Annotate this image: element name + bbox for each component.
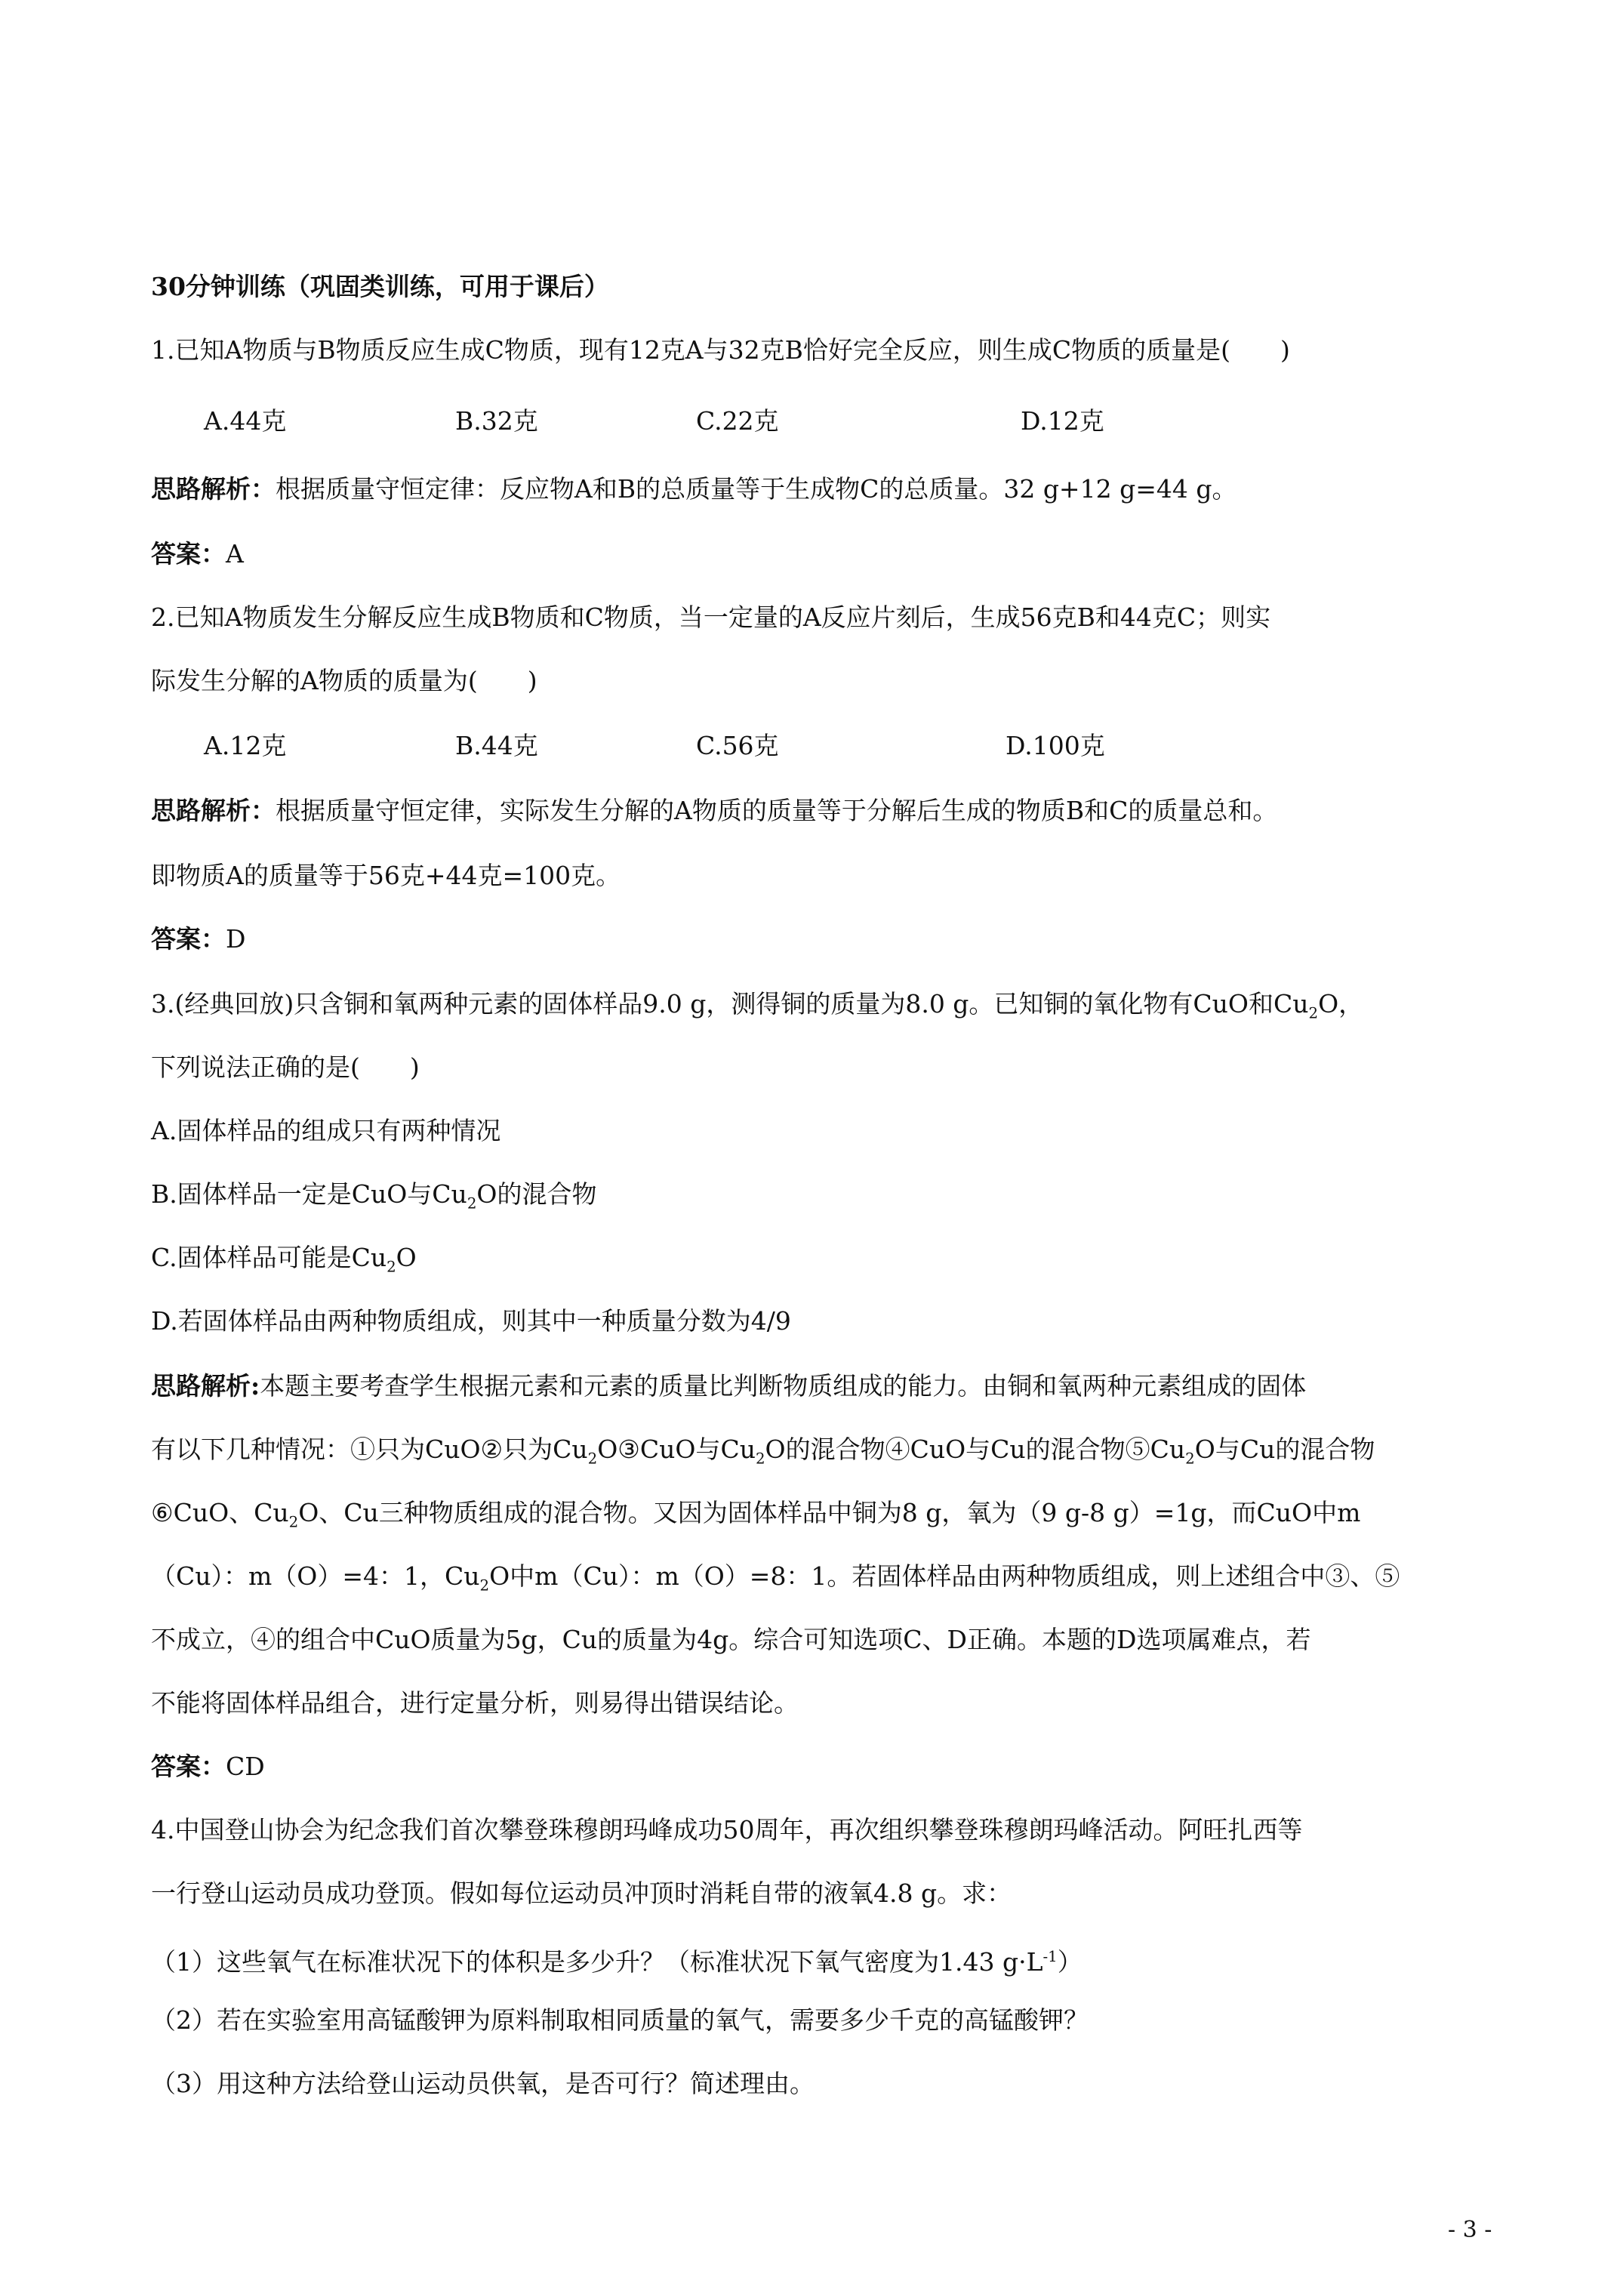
q2-option-d: D.100克 [1006,731,1105,760]
q2-option-a: A.12克 [204,731,287,760]
q3-option-b [151,1178,596,1221]
subscript: 2 [467,1194,477,1213]
q1-answer [151,538,244,571]
q3-stem-text: O， [1318,989,1364,1019]
q3-analysis-line2 [151,1433,1375,1476]
q3-stem-line2: 下列说法正确的是( ) [151,1052,420,1082]
option-text: O [396,1243,417,1272]
q2-stem-line1: 2.已知A物质发生分解反应生成B物质和C物质，当一定量的A反应片刻后，生成56克B和44克C；则实 [151,603,1271,632]
answer-text: CD [226,1752,265,1781]
subscript: 2 [387,1258,396,1276]
analysis-text: （Cu）：m（O）=4：1，Cu [151,1561,480,1591]
superscript: -1 [1042,1948,1058,1965]
answer-label: 答案： [151,924,226,954]
q3-option-a: A.固体样品的组成只有两种情况 [151,1116,501,1145]
answer-label: 答案： [151,539,226,569]
q1-option-b: B.32克 [455,406,538,436]
subscript: 2 [479,1576,490,1595]
q3-option-c [151,1241,417,1284]
analysis-text: 根据质量守恒定律，实际发生分解的A物质的质量等于分解后生成的物质B和C的质量总和。 [276,796,1278,825]
q2-analysis-line2: 即物质A的质量等于56克+44克=100克。 [151,861,621,890]
q1-option-d: D.12克 [1021,406,1104,436]
q2-stem-line2: 际发生分解的A物质的质量为( ) [151,666,537,695]
answer-label: 答案： [151,1752,226,1781]
q2-answer [151,923,245,956]
q3-option-d: D.若固体样品由两种物质组成，则其中一种质量分数为4/9 [151,1306,791,1336]
q2-option-b: B.44克 [455,731,538,760]
q2-analysis-line1 [151,794,1277,827]
analysis-text: O、Cu三种物质组成的混合物。又因为固体样品中铜为8 g，氧为（9 g-8 g）=1g，而CuO中m [298,1498,1361,1527]
analysis-label: 思路解析： [151,474,276,504]
answer-text: A [226,539,244,569]
subscript: 2 [1308,1004,1319,1022]
q3-analysis-line3 [151,1496,1360,1539]
analysis-text: 有以下几种情况：①只为CuO②只为Cu [151,1435,588,1464]
subscript: 2 [288,1513,299,1531]
analysis-text: O的混合物④CuO与Cu的混合物⑤Cu [765,1435,1186,1464]
section-heading: 30分钟训练（巩固类训练，可用于课后） [151,272,609,301]
answer-text: D [226,924,246,954]
q3-analysis-line1 [151,1370,1306,1403]
analysis-text: O③CuO与Cu [597,1435,756,1464]
analysis-text: O与Cu的混合物 [1194,1435,1375,1464]
q1-analysis [151,473,1236,506]
q1-option-a: A.44克 [204,406,287,436]
subscript: 2 [1185,1450,1195,1468]
analysis-text: 根据质量守恒定律：反应物A和B的总质量等于生成物C的总质量。32 g+12 g=44 g。 [276,474,1237,504]
analysis-label: 思路解析： [151,796,276,825]
analysis-label: 思路解析: [151,1371,260,1401]
option-text: O的混合物 [476,1179,597,1209]
option-text: B.固体样品一定是CuO与Cu [151,1179,467,1209]
q4-stem-line1: 4.中国登山协会为纪念我们首次攀登珠穆朗玛峰成功50周年，再次组织攀登珠穆朗玛峰活动。阿旺扎西等 [151,1815,1303,1845]
q3-stem-text: 3.(经典回放)只含铜和氧两种元素的固体样品9.0 g，测得铜的质量为8.0 g。已知铜的氧化物有CuO和Cu [151,989,1309,1019]
q3-analysis-line6: 不能将固体样品组合，进行定量分析，则易得出错误结论。 [151,1688,799,1718]
q4-sub-question-2: （2）若在实验室用高锰酸钾为原料制取相同质量的氧气，需要多少千克的高锰酸钾？ [151,2005,1089,2035]
sub-question-text: （1）这些氧气在标准状况下的体积是多少升？（标准状况下氧气密度为1.43 g·L [151,1947,1043,1977]
q4-sub-question-1 [151,1940,1083,1979]
subscript: 2 [587,1450,598,1468]
analysis-text: 本题主要考查学生根据元素和元素的质量比判断物质组成的能力。由铜和氧两种元素组成的固体 [260,1371,1307,1401]
q3-analysis-line4 [151,1560,1400,1603]
q3-analysis-line5: 不成立，④的组合中CuO质量为5g，Cu的质量为4g。综合可知选项C、D正确。本题的D选项属难点，若 [151,1625,1311,1654]
sub-question-text: ） [1057,1947,1083,1977]
page-number: - 3 - [1448,2217,1492,2243]
q3-answer [151,1750,265,1783]
q3-stem-line1 [151,988,1363,1031]
analysis-text: O中m（Cu）：m（O）=8：1。若固体样品由两种物质组成，则上述组合中③、⑤ [489,1561,1400,1591]
q2-option-c: C.56克 [696,731,779,760]
q1-stem: 1.已知A物质与B物质反应生成C物质，现有12克A与32克B恰好完全反应，则生成C物质的质量是( ) [151,335,1290,365]
q4-stem-line2: 一行登山运动员成功登顶。假如每位运动员冲顶时消耗自带的液氧4.8 g。求： [151,1878,1012,1908]
analysis-text: ⑥CuO、Cu [151,1498,289,1527]
subscript: 2 [755,1450,765,1468]
option-text: C.固体样品可能是Cu [151,1243,387,1272]
q1-option-c: C.22克 [696,406,779,436]
q4-sub-question-3: （3）用这种方法给登山运动员供氧，是否可行？简述理由。 [151,2069,815,2098]
